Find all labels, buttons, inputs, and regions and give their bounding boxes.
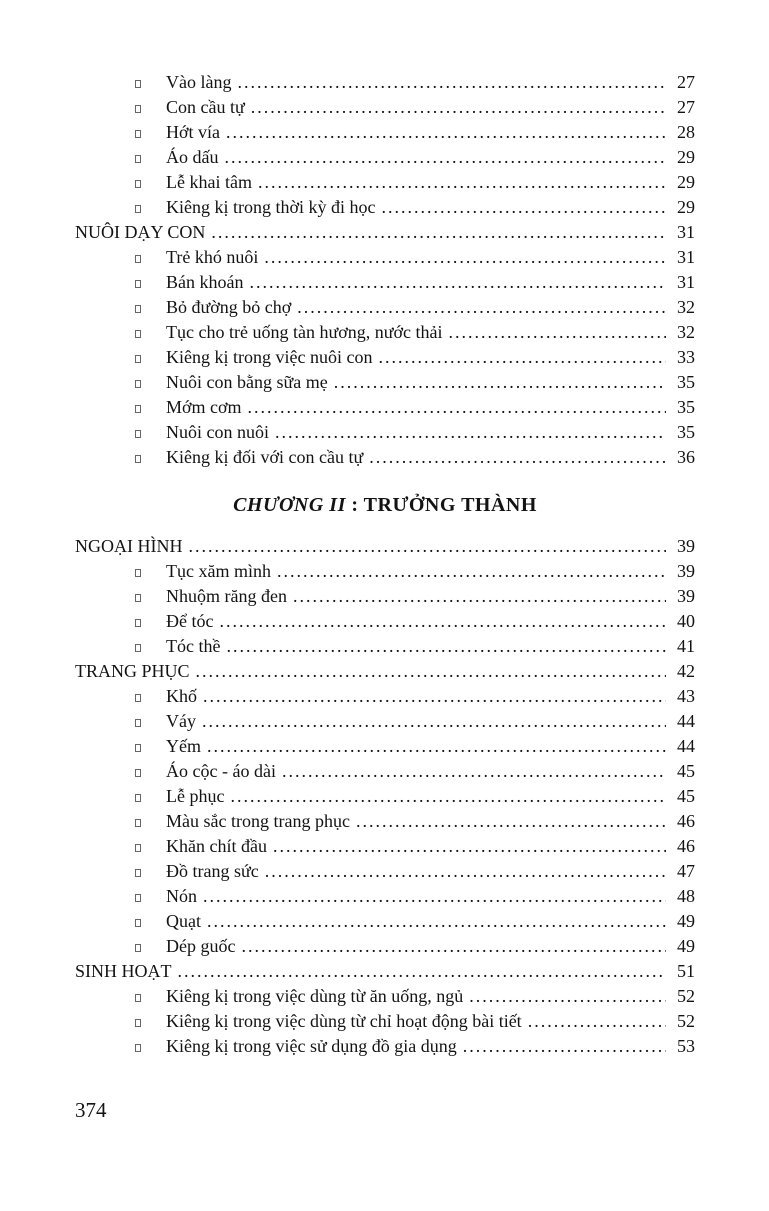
square-bullet-icon	[135, 305, 141, 313]
dot-leader	[528, 1009, 666, 1034]
dot-leader	[334, 370, 666, 395]
dot-leader	[237, 70, 666, 95]
square-bullet-icon	[135, 644, 141, 652]
dot-leader	[230, 784, 666, 809]
toc-item-row	[75, 270, 695, 295]
toc-item-row	[75, 634, 695, 659]
dot-leader	[241, 934, 666, 959]
toc-item-row	[75, 934, 695, 959]
toc-entry-label: Bỏ đường bỏ chợ	[166, 297, 292, 317]
toc-entry-label: Áo dấu	[166, 147, 219, 167]
toc-entry-label: Kiêng kị trong việc dùng từ chỉ hoạt động bài tiết	[166, 1011, 522, 1031]
page-number: 40	[677, 611, 695, 631]
dot-leader	[248, 395, 666, 420]
page-number: 42	[677, 661, 695, 681]
dot-leader	[356, 809, 666, 834]
page-number: 44	[677, 711, 695, 731]
dot-leader	[273, 834, 666, 859]
dot-leader	[207, 734, 666, 759]
page-number: 32	[677, 297, 695, 317]
square-bullet-icon	[135, 280, 141, 288]
toc-item-row	[75, 145, 695, 170]
toc-entry-label: Dép guốc	[166, 936, 236, 956]
toc-item-row	[75, 120, 695, 145]
toc-item-row	[75, 809, 695, 834]
toc-entry-label: Kiêng kị trong thời kỳ đi học	[166, 197, 376, 217]
page-number: 31	[677, 222, 695, 242]
toc-item-row	[75, 245, 695, 270]
square-bullet-icon	[135, 105, 141, 113]
toc-entry-label: Kiêng kị đối với con cầu tự	[166, 447, 364, 467]
toc-entry-label: SINH HOẠT	[75, 961, 172, 981]
square-bullet-icon	[135, 155, 141, 163]
square-bullet-icon	[135, 794, 141, 802]
toc-entry-label: Mớm cơm	[166, 397, 242, 417]
dot-leader	[448, 320, 666, 345]
square-bullet-icon	[135, 455, 141, 463]
toc-entry-label: Kiêng kị trong việc sử dụng đồ gia dụng	[166, 1036, 457, 1056]
dot-leader	[293, 584, 666, 609]
chapter-heading	[75, 492, 695, 518]
toc-item-row	[75, 1034, 695, 1059]
toc-item-row	[75, 445, 695, 470]
page-number: 44	[677, 736, 695, 756]
toc-entry-label: Con cầu tự	[166, 97, 245, 117]
page-number: 39	[677, 561, 695, 581]
page-number: 36	[677, 447, 695, 467]
toc-item-row	[75, 295, 695, 320]
folio-page-number: 374	[75, 1098, 107, 1122]
toc-entry-label: Tục cho trẻ uống tàn hương, nước thải	[166, 322, 443, 342]
square-bullet-icon	[135, 769, 141, 777]
dot-leader	[378, 345, 666, 370]
toc-entry-label: Trẻ khó nuôi	[166, 247, 259, 267]
toc-item-row	[75, 195, 695, 220]
toc-item-row	[75, 1009, 695, 1034]
page-number: 31	[677, 272, 695, 292]
toc-entry-label: Lễ khai tâm	[166, 172, 252, 192]
dot-leader	[469, 984, 666, 1009]
toc-item-row	[75, 609, 695, 634]
dot-leader	[382, 195, 667, 220]
toc-entry-label: Yếm	[166, 736, 201, 756]
square-bullet-icon	[135, 619, 141, 627]
page-number: 33	[677, 347, 695, 367]
dot-leader	[258, 170, 666, 195]
toc-entry-label: NUÔI DẠY CON	[75, 222, 206, 242]
square-bullet-icon	[135, 430, 141, 438]
dot-leader	[188, 534, 666, 559]
dot-leader	[196, 659, 666, 684]
toc-item-row	[75, 784, 695, 809]
page-number: 46	[677, 811, 695, 831]
page-number: 47	[677, 861, 695, 881]
toc-entry-label: TRANG PHỤC	[75, 661, 190, 681]
page-number: 52	[677, 1011, 695, 1031]
toc-section-row	[75, 959, 695, 984]
dot-leader	[225, 145, 667, 170]
dot-leader	[369, 445, 666, 470]
toc-entry-label: Váy	[166, 711, 196, 731]
page-number: 52	[677, 986, 695, 1006]
toc-entry-label: Đồ trang sức	[166, 861, 259, 881]
dot-leader	[207, 909, 666, 934]
toc-item-row	[75, 709, 695, 734]
toc-entry-label: Nuôi con nuôi	[166, 422, 269, 442]
square-bullet-icon	[135, 1044, 141, 1052]
toc-entry-label: Màu sắc trong trang phục	[166, 811, 350, 831]
dot-leader	[265, 859, 666, 884]
dot-leader	[202, 709, 666, 734]
page-number: 45	[677, 761, 695, 781]
square-bullet-icon	[135, 994, 141, 1002]
page-number: 28	[677, 122, 695, 142]
square-bullet-icon	[135, 405, 141, 413]
toc-item-row	[75, 345, 695, 370]
page-number: 49	[677, 911, 695, 931]
toc-item-row	[75, 734, 695, 759]
toc-entry-label: Bán khoán	[166, 272, 244, 292]
dot-leader	[282, 759, 666, 784]
toc-entry-label: Để tóc	[166, 611, 214, 631]
page-number: 41	[677, 636, 695, 656]
page-number: 29	[677, 172, 695, 192]
page-number: 39	[677, 586, 695, 606]
toc-entry-label: Kiêng kị trong việc dùng từ ăn uống, ngủ	[166, 986, 464, 1006]
square-bullet-icon	[135, 819, 141, 827]
square-bullet-icon	[135, 1019, 141, 1027]
dot-leader	[277, 559, 666, 584]
toc-entry-label: Tóc thề	[166, 636, 221, 656]
toc-entry-label: Khăn chít đầu	[166, 836, 267, 856]
toc-section-row	[75, 659, 695, 684]
toc-item-row	[75, 320, 695, 345]
toc-entry-label: Quạt	[166, 911, 201, 931]
toc-entry-label: Lễ phục	[166, 786, 225, 806]
dot-leader	[249, 270, 666, 295]
toc-item-row	[75, 395, 695, 420]
toc-entry-label: Hớt vía	[166, 122, 221, 142]
page-number: 53	[677, 1036, 695, 1056]
square-bullet-icon	[135, 744, 141, 752]
toc-item-row	[75, 370, 695, 395]
dot-leader	[203, 684, 666, 709]
toc-item-row	[75, 420, 695, 445]
dot-leader	[264, 245, 666, 270]
toc-section-row	[75, 534, 695, 559]
page-number: 45	[677, 786, 695, 806]
dot-leader	[463, 1034, 666, 1059]
dot-leader	[203, 884, 666, 909]
square-bullet-icon	[135, 130, 141, 138]
page-number: 35	[677, 397, 695, 417]
toc-entry-label: Tục xăm mình	[166, 561, 271, 581]
page-number: 32	[677, 322, 695, 342]
toc-item-row	[75, 834, 695, 859]
square-bullet-icon	[135, 205, 141, 213]
toc-item-row	[75, 584, 695, 609]
dot-leader	[226, 120, 666, 145]
toc-entry-label: NGOẠI HÌNH	[75, 536, 183, 556]
chapter-title-label: : TRƯỞNG THÀNH	[345, 494, 537, 516]
square-bullet-icon	[135, 569, 141, 577]
toc-entry-label: Nón	[166, 886, 197, 906]
toc-item-row	[75, 70, 695, 95]
page-number: 29	[677, 147, 695, 167]
toc-item-row	[75, 170, 695, 195]
page-number: 29	[677, 197, 695, 217]
square-bullet-icon	[135, 355, 141, 363]
toc-entry-label: Nuôi con bằng sữa mẹ	[166, 372, 328, 392]
square-bullet-icon	[135, 944, 141, 952]
dot-leader	[211, 220, 666, 245]
dot-leader	[251, 95, 666, 120]
page-number: 31	[677, 247, 695, 267]
square-bullet-icon	[135, 869, 141, 877]
toc-item-row	[75, 684, 695, 709]
square-bullet-icon	[135, 694, 141, 702]
dot-leader	[219, 609, 666, 634]
square-bullet-icon	[135, 844, 141, 852]
toc-entry-label: Kiêng kị trong việc nuôi con	[166, 347, 373, 367]
dot-leader	[178, 959, 667, 984]
square-bullet-icon	[135, 919, 141, 927]
page-number: 39	[677, 536, 695, 556]
square-bullet-icon	[135, 719, 141, 727]
dot-leader	[297, 295, 666, 320]
toc-entry-label: Vào làng	[166, 72, 232, 92]
toc-item-row	[75, 909, 695, 934]
page-number: 49	[677, 936, 695, 956]
square-bullet-icon	[135, 80, 141, 88]
page-number: 27	[677, 72, 695, 92]
page-number: 27	[677, 97, 695, 117]
toc-section-row	[75, 220, 695, 245]
table-of-contents	[75, 70, 695, 1059]
square-bullet-icon	[135, 180, 141, 188]
dot-leader	[226, 634, 666, 659]
toc-item-row	[75, 859, 695, 884]
page-number: 46	[677, 836, 695, 856]
square-bullet-icon	[135, 380, 141, 388]
toc-item-row	[75, 884, 695, 909]
toc-entry-label: Nhuộm răng đen	[166, 586, 287, 606]
page-number: 35	[677, 372, 695, 392]
square-bullet-icon	[135, 594, 141, 602]
chapter-number-label: CHƯƠNG II	[233, 494, 346, 516]
dot-leader	[275, 420, 666, 445]
page-number: 51	[677, 961, 695, 981]
toc-item-row	[75, 759, 695, 784]
page-number: 35	[677, 422, 695, 442]
page-number: 43	[677, 686, 695, 706]
square-bullet-icon	[135, 330, 141, 338]
toc-item-row	[75, 559, 695, 584]
toc-entry-label: Khố	[166, 686, 197, 706]
page-number: 48	[677, 886, 695, 906]
toc-item-row	[75, 984, 695, 1009]
toc-item-row	[75, 95, 695, 120]
toc-entry-label: Áo cộc - áo dài	[166, 761, 276, 781]
square-bullet-icon	[135, 894, 141, 902]
square-bullet-icon	[135, 255, 141, 263]
